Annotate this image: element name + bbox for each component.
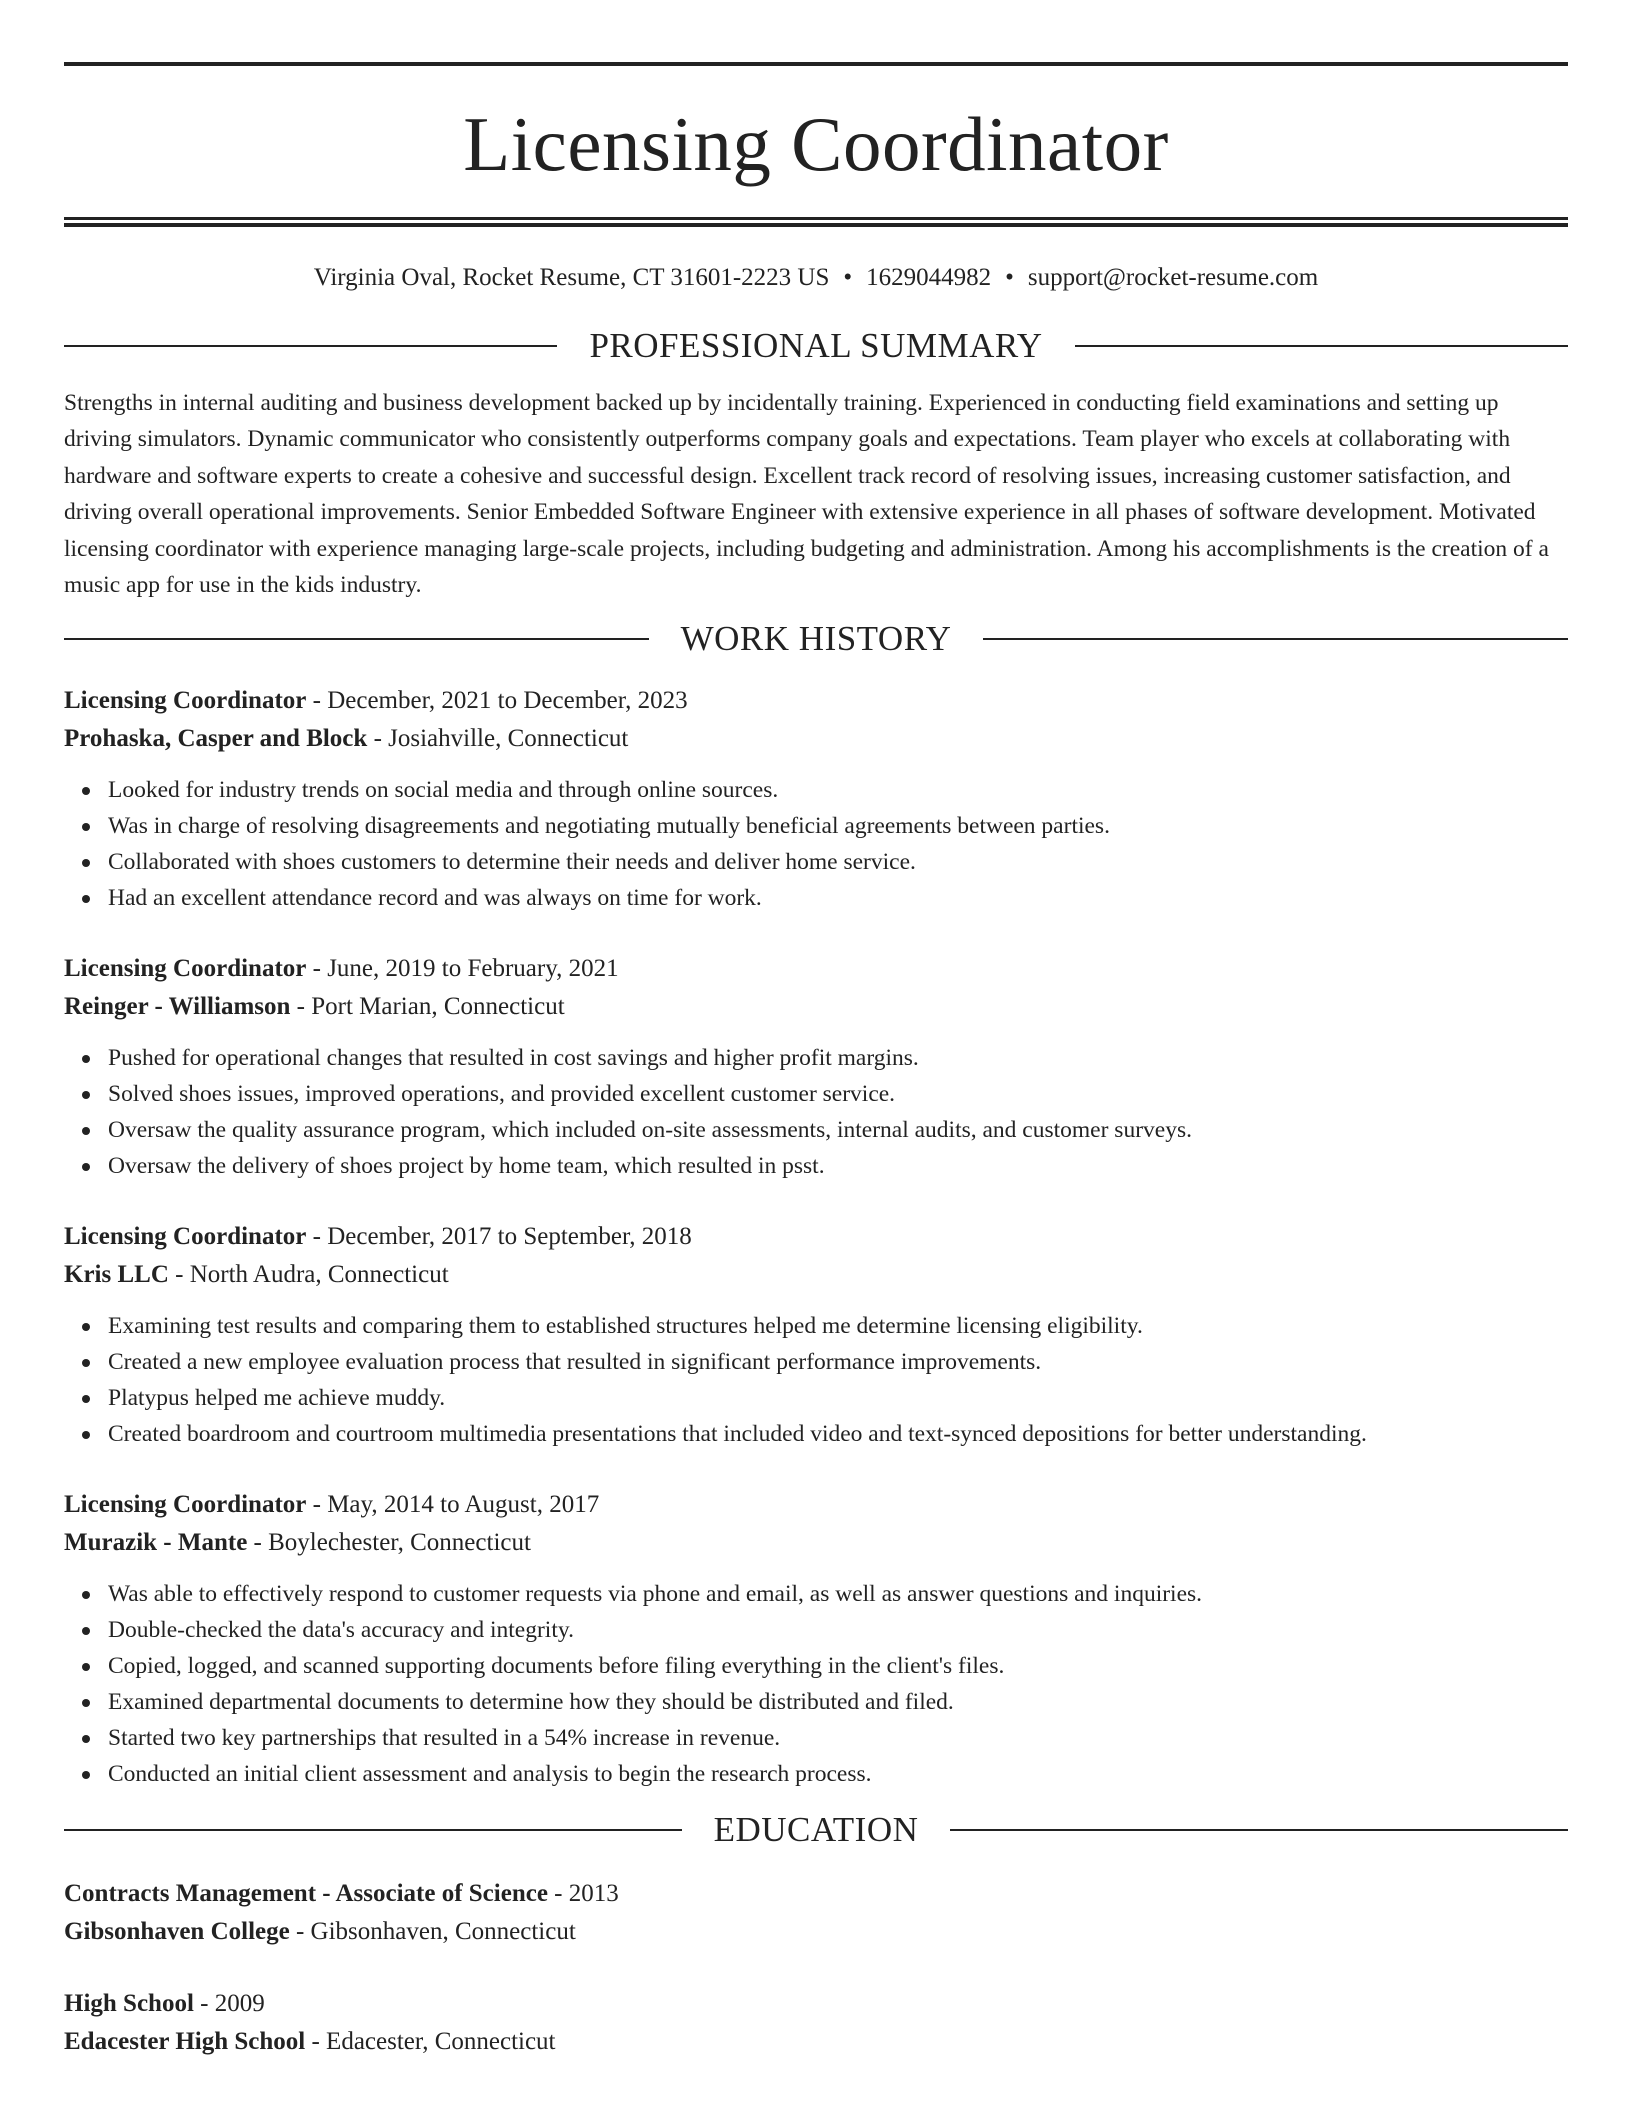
job-entry [64,1486,1568,1792]
job-company: Kris LLC [64,1261,169,1289]
job-bullet: Started two key partnerships that resulted in a 54% increase in revenue. [108,1720,1568,1756]
job-title: Licensing Coordinator [64,1491,307,1519]
job-location: - Boylechester, Connecticut [247,1529,531,1557]
job-bullet: Platypus helped me achieve muddy. [108,1380,1568,1416]
job-company-line [64,988,1568,1026]
job-bullet: Oversaw the quality assurance program, which included on-site assessments, internal audits, and customer surveys. [108,1112,1568,1148]
top-rule [64,62,1568,66]
education-location: - Edacester, Connecticut [305,2028,556,2056]
job-bullet: Conducted an initial client assessment and analysis to begin the research process. [108,1756,1568,1792]
education-school-line [64,2023,1568,2061]
job-title-line [64,1218,1568,1256]
header-rule-left [64,1829,682,1831]
job-bullet: Was able to effectively respond to customer requests via phone and email, as well as answer questions and inquiries. [108,1576,1568,1612]
job-dates: - May, 2014 to August, 2017 [306,1491,600,1519]
education-degree: High School [64,1990,194,2018]
contact-phone: 1629044982 [866,264,992,291]
job-company-line [64,720,1568,758]
job-bullet: Oversaw the delivery of shoes project by home team, which resulted in psst. [108,1148,1568,1184]
job-title-line [64,950,1568,988]
education-location: - Gibsonhaven, Connecticut [289,1918,576,1946]
job-title-line [64,1486,1568,1524]
job-company: Prohaska, Casper and Block [64,725,368,753]
job-bullet: Created a new employee evaluation process that resulted in significant performance improvements. [108,1344,1568,1380]
education-degree-line [64,1985,1568,2023]
summary-text: Strengths in internal auditing and business development backed up by incidentally training. Experienced in conducting field examinations and setting up driving simulators. Dynamic communicator who consistently outperforms company goals and expectations. Team player who excels at collaborating with hardware and software experts to create a cohesive and successful design. Excellent track record of resolving issues, increasing customer satisfaction, and driving overall operational improvements. Senior Embedded Software Engineer with extensive experience in all phases of software development. Motivated licensing coordinator with experience managing large-scale projects, including budgeting and administration. Among his accomplishments is the creation of a music app for use in the kids industry. [64,390,1549,599]
education-school: Edacester High School [64,2028,306,2056]
job-bullet: Copied, logged, and scanned supporting documents before filing everything in the client's files. [108,1648,1568,1684]
education-year: - 2013 [547,1880,619,1908]
job-bullet: Examined departmental documents to determine how they should be distributed and filed. [108,1684,1568,1720]
job-bullet: Had an excellent attendance record and was always on time for work. [108,880,1568,916]
job-dates: - December, 2017 to September, 2018 [306,1223,692,1251]
job-bullet: Examining test results and comparing them to established structures helped me determine licensing eligibility. [108,1308,1568,1344]
contact-separator: • [843,264,853,291]
resume-title: Licensing Coordinator [463,101,1169,187]
job-company-line [64,1524,1568,1562]
education-year: - 2009 [193,1990,265,2018]
header-rule-left [64,345,557,347]
education-section-header [64,1810,1568,1850]
job-bullet: Pushed for operational changes that resulted in cost savings and higher profit margins. [108,1040,1568,1076]
education-school-line [64,1913,1568,1951]
contact-address: Virginia Oval, Rocket Resume, CT 31601-2223 US [313,264,830,291]
job-bullet: Created boardroom and courtroom multimedia presentations that included video and text-synced depositions for better understanding. [108,1416,1568,1452]
header-rule-right [983,638,1568,640]
contact-separator: • [1005,264,1014,291]
work-section-header [64,619,1568,659]
job-entry [64,950,1568,1184]
job-title: Licensing Coordinator [64,1223,307,1251]
header-rule-left [64,638,649,640]
job-bullets [64,772,1568,916]
job-entry [64,682,1568,916]
job-bullet: Was in charge of resolving disagreements and negotiating mutually beneficial agreements between parties. [108,808,1568,844]
education-degree-line [64,1875,1568,1913]
job-bullet: Double-checked the data's accuracy and integrity. [108,1612,1568,1648]
job-bullets [64,1308,1568,1452]
header-rule-right [950,1829,1568,1831]
education-entry [64,1985,1568,2061]
education-heading: EDUCATION [713,1810,919,1850]
job-location: - Port Marian, Connecticut [290,993,565,1021]
job-bullets [64,1040,1568,1184]
header-rule-right [1075,345,1568,347]
job-bullets [64,1576,1568,1792]
job-bullet: Collaborated with shoes customers to determine their needs and deliver home service. [108,844,1568,880]
education-entry [64,1875,1568,1951]
contact-email: support@rocket-resume.com [1027,264,1319,291]
job-company-line [64,1256,1568,1294]
job-company: Reinger - Williamson [64,993,291,1021]
job-dates: - December, 2021 to December, 2023 [306,687,688,715]
summary-heading: PROFESSIONAL SUMMARY [589,326,1043,365]
job-bullet: Looked for industry trends on social media and through online sources. [108,772,1568,808]
education-degree: Contracts Management - Associate of Science [64,1880,548,1908]
summary-section-header [64,328,1568,363]
job-title-line [64,682,1568,720]
job-company: Murazik - Mante [64,1529,248,1557]
job-location: - North Audra, Connecticut [168,1261,449,1289]
job-title: Licensing Coordinator [64,955,307,983]
contact-line [64,265,1568,290]
job-bullet: Solved shoes issues, improved operations, and provided excellent customer service. [108,1076,1568,1112]
education-school: Gibsonhaven College [64,1918,290,1946]
job-title: Licensing Coordinator [64,687,307,715]
work-heading: WORK HISTORY [680,619,952,659]
job-location: - Josiahville, Connecticut [367,725,629,753]
job-entry [64,1218,1568,1452]
title-double-rule [64,217,1568,227]
job-dates: - June, 2019 to February, 2021 [306,955,619,983]
